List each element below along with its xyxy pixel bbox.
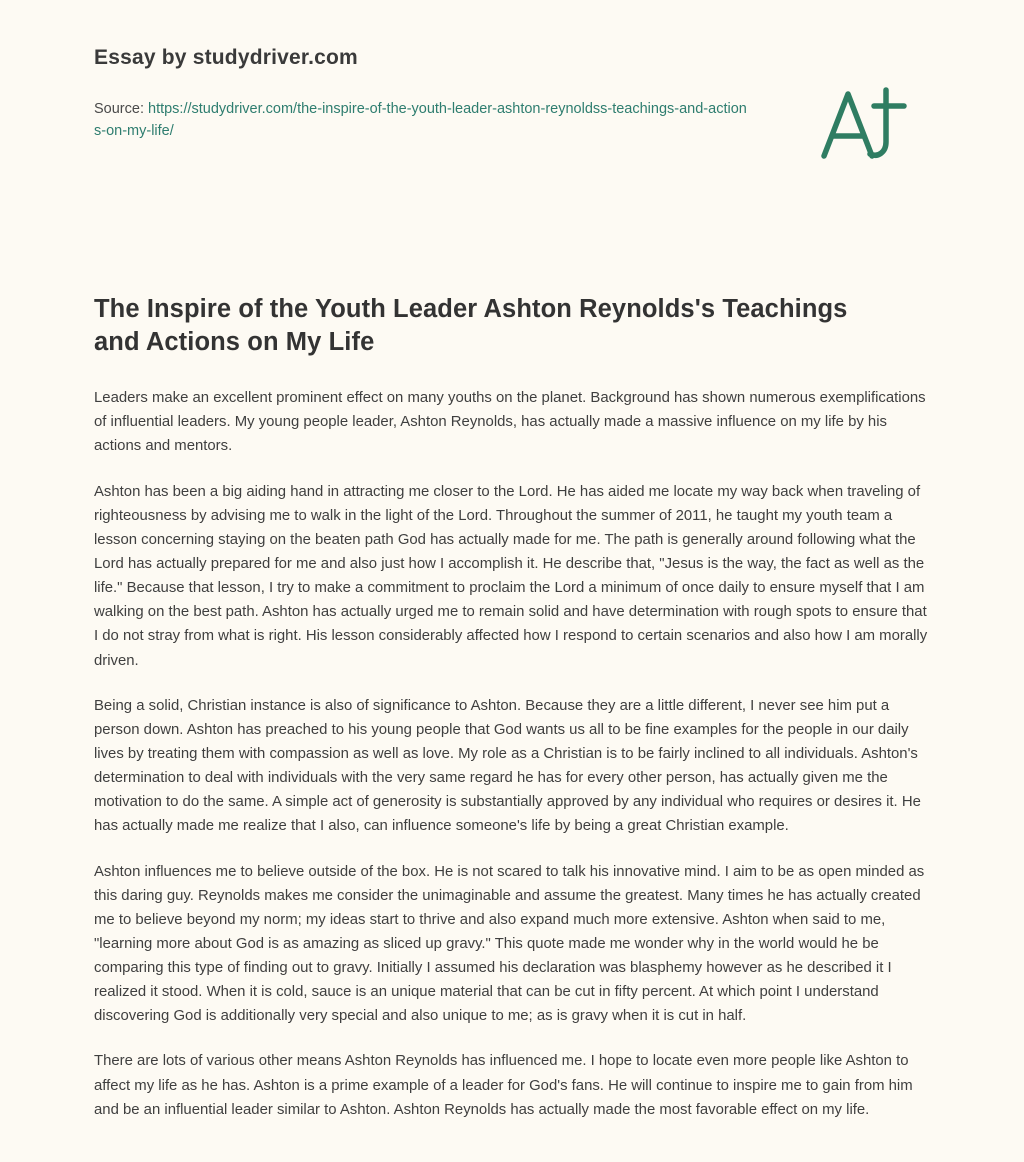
studydriver-logo-icon [812, 80, 922, 172]
source-link[interactable]: https://studydriver.com/the-inspire-of-the-youth-leader-ashton-reynoldss-teachings-and-actions-on-my-life/ [94, 101, 747, 140]
source-row [94, 99, 754, 143]
page-header [94, 44, 930, 143]
paragraph: Ashton influences me to believe outside of the box. He is not scared to talk his innovative mind. I aim to be as open minded as this daring guy. Reynolds makes me consider the unimaginable and assume the greatest. Many times he has actually created me to believe beyond my norm; my ideas start to thrive and also expand much more extensive. Ashton when said to me, "learning more about God is as amazing as sliced up gravy." This quote made me wonder why in the world would he be comparing this type of finding out to gravy. Initially I assumed his declaration was blasphemy however as he described it I realized it stood. When it is cold, sauce is an unique material that can be cut in fifty percent. At which point I understand discovering God is additionally very special and also unique to me; as is gravy when it is cut in half. [94, 863, 925, 1025]
paragraph: There are lots of various other means Ashton Reynolds has influenced me. I hope to locate even more people like Ashton to affect my life as he has. Ashton is a prime example of a leader for God's fans. He will continue to inspire me to gain from him and be an influential leader similar to Ashton. Ashton Reynolds has actually made the most favorable effect on my life. [94, 1053, 913, 1118]
brand-site: studydriver.com [192, 46, 358, 69]
brand-prefix: Essay by [94, 46, 193, 69]
brand-line [94, 44, 930, 71]
paragraph: Leaders make an excellent prominent effect on many youths on the planet. Background has shown numerous exemplifications of influential leaders. My young people leader, Ashton Reynolds, has actually made a massive influence on my life by his actions and mentors. [94, 390, 926, 455]
source-label: Source: [94, 101, 148, 118]
essay-body [94, 386, 930, 1122]
paragraph: Ashton has been a big aiding hand in attracting me closer to the Lord. He has aided me locate my way back when traveling of righteousness by advising me to walk in the light of the Lord. Throughout the summer of 2011, he taught my youth team a lesson concerning staying on the beaten path God has actually made for me. The path is generally around following what the Lord has actually prepared for me and also just how I accomplish it. He describe that, "Jesus is the way, the fact as well as the life." Because that lesson, I try to make a commitment to proclaim the Lord a minimum of once daily to ensure myself that I am walking on the best path. Ashton has actually urged me to remain solid and have determination with rough spots to ensure that I do not stray from what is right. His lesson considerably affected how I respond to certain scenarios and also how I am morally driven. [94, 483, 928, 669]
paragraph: Being a solid, Christian instance is also of significance to Ashton. Because they are a little different, I never see him put a person down. Ashton has preached to his young people that God wants us all to be fine examples for the people in our daily lives by treating them with compassion as well as love. My role as a Christian is to be fairly inclined to all individuals. Ashton's determination to deal with individuals with the very same regard he has for every other person, has actually given me the motivation to do the same. A simple act of generosity is substantially approved by any individual who requires or desires it. He has actually made me realize that I also, can influence someone's life by being a great Christian example. [94, 697, 921, 835]
page-title: The Inspire of the Youth Leader Ashton Reynolds's Teachings and Actions on My Life [94, 294, 848, 357]
